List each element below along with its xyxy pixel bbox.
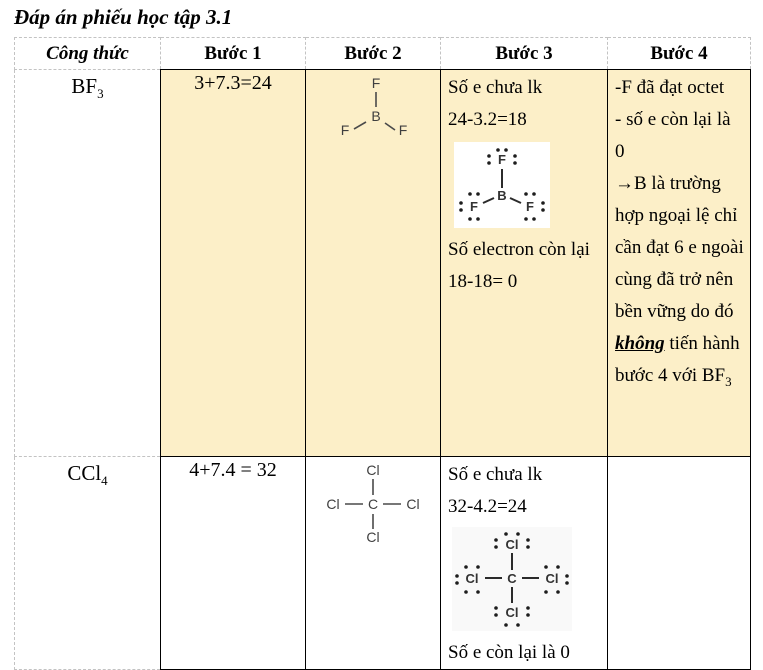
bf3-atom-f-right: F (398, 122, 408, 136)
header-row (15, 38, 751, 70)
bf3-lewis-f-top: F (498, 152, 506, 167)
ccl4-lewis-c: C (507, 571, 517, 586)
ccl4-step2-cell (306, 457, 441, 670)
header-cong-thuc: Công thức (15, 38, 161, 70)
header-buoc-4: Bước 4 (608, 38, 751, 70)
bf3-lewis-f-right: F (526, 199, 534, 214)
ccl4-lewis-structure (452, 527, 572, 631)
bf3-step2-cell (306, 70, 441, 457)
bf3-step4-cell (608, 70, 751, 457)
ccl4-lewis-cl-bottom: Cl (505, 605, 519, 620)
table-row-bf3 (15, 70, 751, 457)
formula-bf3 (15, 70, 161, 457)
header-buoc-2: Bước 2 (306, 38, 441, 70)
ccl4-step1-cell (161, 457, 306, 670)
bf3-skeletal-structure (328, 72, 418, 136)
bf3-lewis-structure (454, 142, 550, 228)
bf3-step3-line1: Số e chưa lk (448, 77, 543, 98)
bf3-atom-f-left: F (340, 122, 350, 136)
formula-ccl4-base: CCl (67, 461, 102, 485)
ccl4-step1-value: 4+7.4 = 32 (189, 459, 277, 481)
bf3-lewis-image (454, 142, 550, 228)
formula-ccl4-sub: 4 (101, 473, 108, 489)
ccl4-skeletal-structure (317, 459, 429, 545)
ccl4-lewis-image (452, 527, 572, 631)
ccl4-step3-line2: 32-4.2=24 (448, 496, 527, 517)
bf3-step4-p2: - số e còn lại là 0 (615, 109, 731, 162)
page-title: Đáp án phiếu học tập 3.1 (14, 5, 233, 29)
bf3-step3-line2: 24-3.2=18 (448, 109, 527, 130)
ccl4-lewis-cl-top: Cl (505, 537, 519, 552)
ccl4-atom-cl-top: Cl (366, 462, 380, 478)
bf3-lewis-b: B (497, 188, 507, 203)
ccl4-atom-cl-left: Cl (326, 496, 340, 512)
ccl4-step3-remaining: Số e còn lại là 0 (448, 642, 570, 663)
table-row-ccl4 (15, 457, 751, 670)
ccl4-atom-c: C (367, 496, 379, 512)
ccl4-step3-cell (441, 457, 608, 670)
ccl4-lewis-cl-left: Cl (465, 571, 479, 586)
bf3-step4-p3-post: tiến hành bước 4 với BF (615, 333, 740, 386)
header-buoc-1: Bước 1 (161, 38, 306, 70)
bf3-step4-p3-pre: →B là trường hợp ngoại lệ chỉ cần đạt 6 e ngoài cùng đã trở nên bền vững do đó (615, 173, 744, 322)
bf3-step1-value: 3+7.3=24 (194, 72, 272, 94)
bf3-bond-left (354, 122, 366, 129)
formula-ccl4 (15, 457, 161, 670)
ccl4-atom-cl-right: Cl (406, 496, 420, 512)
bf3-bond-right (385, 123, 395, 130)
bf3-step4-text (615, 72, 744, 398)
bf3-step4-p3 (615, 168, 744, 398)
formula-bf3-base: BF (71, 74, 98, 98)
ccl4-step4-cell (608, 457, 751, 670)
bf3-step1-cell (161, 70, 306, 457)
formula-bf3-sub: 3 (97, 86, 104, 102)
bf3-step4-p1: -F đã đạt octet (615, 77, 725, 98)
bf3-step4-p3-sub: 3 (725, 373, 732, 389)
bf3-step3-remaining: Số electron còn lại 18-18= 0 (448, 239, 590, 292)
ccl4-step3-line1: Số e chưa lk (448, 464, 543, 485)
header-buoc-3: Bước 3 (441, 38, 608, 70)
bf3-step4-p3-emphasis: không (615, 333, 665, 354)
ccl4-atom-cl-bottom: Cl (366, 529, 380, 545)
bf3-lewis-f-left: F (470, 199, 478, 214)
bf3-atom-b: B (371, 108, 381, 124)
bf3-step3-cell (441, 70, 608, 457)
bf3-atom-f-top: F (371, 75, 381, 91)
answer-table (14, 37, 751, 670)
ccl4-lewis-cl-right: Cl (545, 571, 559, 586)
